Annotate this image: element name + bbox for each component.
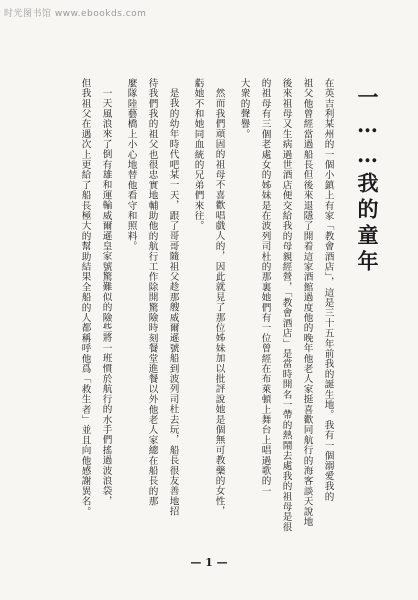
- page-number: — 1 —: [190, 556, 228, 569]
- text-column: 大衆的聲譽。: [238, 78, 250, 140]
- chapter-title: 一……我的童年: [355, 86, 380, 276]
- text-column: 但我祖父在遇次上更給了船長極大的幫助結果全船的人都稱呼他爲「救生者」並且向他感謝異名。: [79, 78, 91, 517]
- text-column: 在英吉利某州的一個小鎮上有家「教會酒店」，這是三十五年前我的誕生地。我有一個溺愛我的: [322, 78, 334, 502]
- text-column: 後來祖母又生病過世酒店便交給我的母親經營，「教會酒店」是當時開名一帶的熱鬧去處我的祖母是很: [280, 78, 292, 533]
- text-column: 麼隊陸藝橋上小心地替他看守和照料。: [125, 78, 137, 252]
- watermark: 时光图书馆 www.ebookds.com: [4, 9, 147, 19]
- text-column: 的祖母有三個老處女的姊妹是在波列司杜的那裏她們有一位曾經在布萊頓上舞台上唱過歌的一: [259, 78, 271, 497]
- text-column: 虧她不和她同血統的兄弟們來往。: [192, 78, 204, 231]
- text-column: 是我的幼年時代吧某一天，跟了哥哥隨祖父趁那艘威爾遜號船到波列司杜去玩，船長很友善地招: [167, 88, 179, 517]
- text-column: 一天風浪來了倒有雄和運輸威爾遜皇家號驚難似的險些將一班慣於航行的水手們搖過波浪袋，: [100, 88, 112, 507]
- document-page: [52, 78, 382, 548]
- text-column: 然而我們頑固的祖母不喜歡唱戲人的，因此就見了那位姊妹加以批評說她是個無可教藥的女性，: [213, 88, 225, 517]
- text-column: 祖父他曾經當過船長但後來退隱了開着這家酒館過度他的晚年他老人家挺喜歡同航行的海客談天說地: [301, 78, 313, 527]
- text-column: 待我們我的祖父也很忠實地輔助他的航行工作除開驚險時刻餐堂進餐以外他老人家總在船長的那: [146, 78, 158, 507]
